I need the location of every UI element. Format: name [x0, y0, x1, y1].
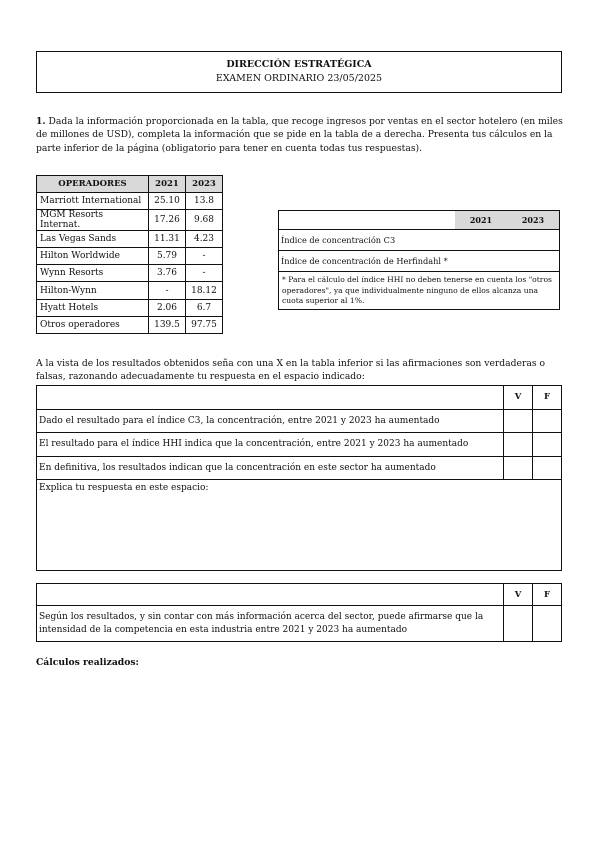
value-2021: 5.79	[149, 248, 186, 265]
question-1	[36, 115, 564, 155]
table-row	[37, 299, 223, 316]
calculations-label: Cálculos realizados:	[36, 657, 139, 668]
true-checkbox[interactable]	[503, 410, 532, 433]
tf-header-row	[37, 386, 561, 410]
operator-name: Wynn Resorts	[37, 265, 149, 282]
operator-name: Hyatt Hotels	[37, 299, 149, 316]
question-2-text: A la vista de los resultados obtenidos seña con una X en la tabla inferior si las afirmaciones son verdaderas o falsas, razonando adecuadamente tu respuesta en el espacio indicado:	[36, 358, 546, 383]
value-2023: 97.75	[186, 316, 223, 333]
exam-title: DIRECCIÓN ESTRATÉGICA	[226, 59, 372, 70]
value-2021: 25.10	[149, 193, 186, 210]
hhi-row[interactable]	[279, 251, 559, 272]
true-checkbox[interactable]	[503, 606, 532, 641]
false-column-header: F	[532, 584, 561, 605]
col-header-operators: OPERADORES	[37, 176, 149, 193]
value-2023: 13.8	[186, 193, 223, 210]
table-row	[37, 193, 223, 210]
year-2021-header: 2021	[455, 211, 507, 229]
value-2023: 18.12	[186, 282, 223, 299]
value-2023: 9.68	[186, 210, 223, 231]
question-1-text: Dada la información proporcionada en la tabla, que recoge ingresos por ventas en el sector hotelero (en miles de millones de USD), completa la información que se pide en la tabla de a derecha. Presenta tus cálculos en la parte inferior de la página (obligatorio para tener en cuenta todas tus respuestas).	[36, 116, 563, 154]
col-header-2021: 2021	[149, 176, 186, 193]
value-2023: 4.23	[186, 231, 223, 248]
table-row	[37, 248, 223, 265]
year-2023-header: 2023	[507, 211, 559, 229]
value-2023: -	[186, 248, 223, 265]
exam-header	[36, 51, 562, 93]
value-2021: 2.06	[149, 299, 186, 316]
true-column-header: V	[503, 584, 532, 605]
true-false-table-2	[36, 583, 562, 642]
explanation-label: Explica tu respuesta en este espacio:	[39, 483, 209, 493]
c3-row[interactable]	[279, 230, 559, 251]
true-checkbox[interactable]	[503, 433, 532, 456]
statement-row	[37, 433, 561, 457]
table-row	[37, 316, 223, 333]
operator-name: Otros operadores	[37, 316, 149, 333]
table-row	[37, 282, 223, 299]
table-row	[37, 231, 223, 248]
statement-text: Dado el resultado para el índice C3, la concentración, entre 2021 y 2023 ha aumentado	[39, 415, 440, 426]
question-1-number: 1.	[36, 116, 46, 127]
hhi-footnote: * Para el cálculo del índice HHI no deben tenerse en cuenta los "otros operadores", ya que individualmente ninguno de ellos alcanza una cuota superior al 1%.	[282, 275, 552, 306]
value-2023: 6.7	[186, 299, 223, 316]
value-2021: 139.5	[149, 316, 186, 333]
hhi-label: Índice de concentración de Herfindahl *	[281, 256, 448, 266]
operator-name: Hilton-Wynn	[37, 282, 149, 299]
false-column-header: F	[532, 386, 561, 409]
false-checkbox[interactable]	[532, 606, 561, 641]
value-2023: -	[186, 265, 223, 282]
false-checkbox[interactable]	[532, 433, 561, 456]
false-checkbox[interactable]	[532, 410, 561, 433]
operators-header-row	[37, 176, 223, 193]
statement-row	[37, 457, 561, 481]
statement-row	[37, 410, 561, 434]
true-checkbox[interactable]	[503, 457, 532, 480]
tf-header-row	[37, 584, 561, 606]
statement-text: El resultado para el índice HHI indica que la concentración, entre 2021 y 2023 ha aumentado	[39, 439, 469, 450]
statement-text: En definitiva, los resultados indican que la concentración en este sector ha aumentado	[39, 462, 436, 473]
operators-table	[36, 175, 223, 334]
operator-name: Las Vegas Sands	[37, 231, 149, 248]
explanation-area[interactable]	[37, 480, 561, 570]
value-2021: 17.26	[149, 210, 186, 231]
concentration-table	[278, 210, 560, 310]
value-2021: 11.31	[149, 231, 186, 248]
value-2021: 3.76	[149, 265, 186, 282]
c3-label: Índice de concentración C3	[281, 235, 396, 245]
exam-subtitle: EXAMEN ORDINARIO 23/05/2025	[215, 73, 383, 84]
table-row	[37, 265, 223, 282]
value-2021: -	[149, 282, 186, 299]
operator-name: Hilton Worldwide	[37, 248, 149, 265]
col-header-2023: 2023	[186, 176, 223, 193]
operator-name: MGM Resorts Internat.	[37, 210, 149, 231]
operator-name: Marriott International	[37, 193, 149, 210]
false-checkbox[interactable]	[532, 457, 561, 480]
table-row	[37, 210, 223, 231]
true-column-header: V	[503, 386, 532, 409]
concentration-header-row	[279, 211, 559, 230]
statement-row	[37, 606, 561, 641]
statement-text: Según los resultados, y sin contar con más información acerca del sector, puede afirmarse que la intensidad de la competencia en esta industria entre 2021 y 2023 ha aumentado	[39, 611, 484, 635]
true-false-table-1	[36, 385, 562, 571]
